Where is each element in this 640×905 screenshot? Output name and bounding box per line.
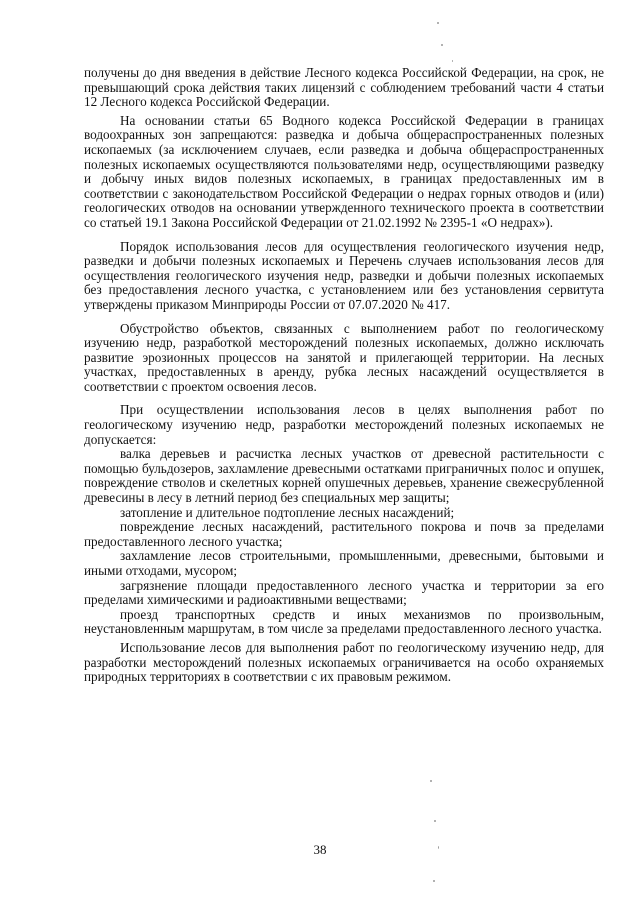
scan-speck bbox=[438, 846, 439, 849]
scan-speck bbox=[437, 22, 439, 24]
paragraph-forest-use-order: Порядок использования лесов для осуществления геологического изучения недр, разведки и добычи полезных ископаемых и Перечень случаев использования лесов для осуществления геологического изучения недр, разведки и добычи полезных ископаемых без предоставления лесного участка, с установлением или без установления сервитута утверждены приказом Минприроды России от 07.07.2020 № 417. bbox=[84, 238, 604, 312]
list-item: загрязнение площади предоставленного лесного участка и территории за его пределами химическими и радиоактивными веществами; bbox=[84, 577, 604, 608]
scan-speck bbox=[441, 44, 443, 46]
document-body bbox=[84, 66, 604, 685]
paragraph-water-code: На основании статьи 65 Водного кодекса Российской Федерации в границах водоохранных зон запрещаются: разведка и добыча общераспространенных полезных ископаемых (за исключением случаев, если разведка и добыча общераспространенных полезных ископаемых осуществляются пользователями недр, осуществляющими разведку и добычу иных видов полезных ископаемых, в границах предоставленных им в соответствии с законодательством Российской Федерации о недрах горных отводов и (или) геологических отводов на основании утвержденного технического проекта в соответствии со статьей 19.1 Закона Российской Федерации от 21.02.1992 № 2395-1 «О недрах»). bbox=[84, 112, 604, 230]
page-number: 38 bbox=[313, 842, 327, 857]
list-item: затопление и длительное подтопление лесных насаждений; bbox=[120, 504, 455, 520]
list-item: проезд транспортных средств и иных механизмов по произвольным, неустановленным маршрутам, в том числе за пределами предоставленного лесного участка. bbox=[84, 606, 604, 637]
paragraph-protected-areas: Использование лесов для выполнения работ по геологическому изучению недр, для разработки месторождений полезных ископаемых ограничивается на особо охраняемых природных территориях в соответствии с их правовым режимом. bbox=[84, 639, 604, 685]
paragraph-not-allowed-intro: При осуществлении использования лесов в целях выполнения работ по геологическому изучению недр, разработки месторождений полезных ископаемых не допускается: bbox=[84, 402, 604, 447]
scan-speck bbox=[433, 880, 435, 882]
list-item: захламление лесов строительными, промышленными, древесными, бытовыми и иными отходами, мусором; bbox=[84, 548, 604, 578]
list-item: повреждение лесных насаждений, растительного покрова и почв за пределами предоставленного лесного участка; bbox=[84, 519, 604, 549]
paragraph-site-arrangement: Обустройство объектов, связанных с выполнением работ по геологическому изучению недр, разработкой месторождений полезных ископаемых, должно исключать развитие эрозионных процессов на занятой и прилегающей территории. На лесных участках, предоставленных в аренду, рубка лесных насаждений осуществляется в соответствии с проектом освоения лесов. bbox=[84, 320, 604, 394]
list-item: валка деревьев и расчистка лесных участков от древесной растительности с помощью бульдозеров, захламление древесными остатками приграничных полос и опушек, повреждение стволов и скелетных корней опушечных деревьев, хранение свежесрубленной древесины в лесу в летний период без специальных мер защиты; bbox=[84, 446, 604, 506]
paragraph-continuation: получены до дня введения в действие Лесного кодекса Российской Федерации, на срок, не превышающий срока действия таких лицензий с соблюдением требований части 4 статьи 12 Лесного кодекса Российской Федерации. bbox=[84, 65, 604, 110]
scan-speck bbox=[452, 60, 453, 62]
scan-speck bbox=[430, 780, 432, 782]
scan-speck bbox=[434, 820, 436, 822]
